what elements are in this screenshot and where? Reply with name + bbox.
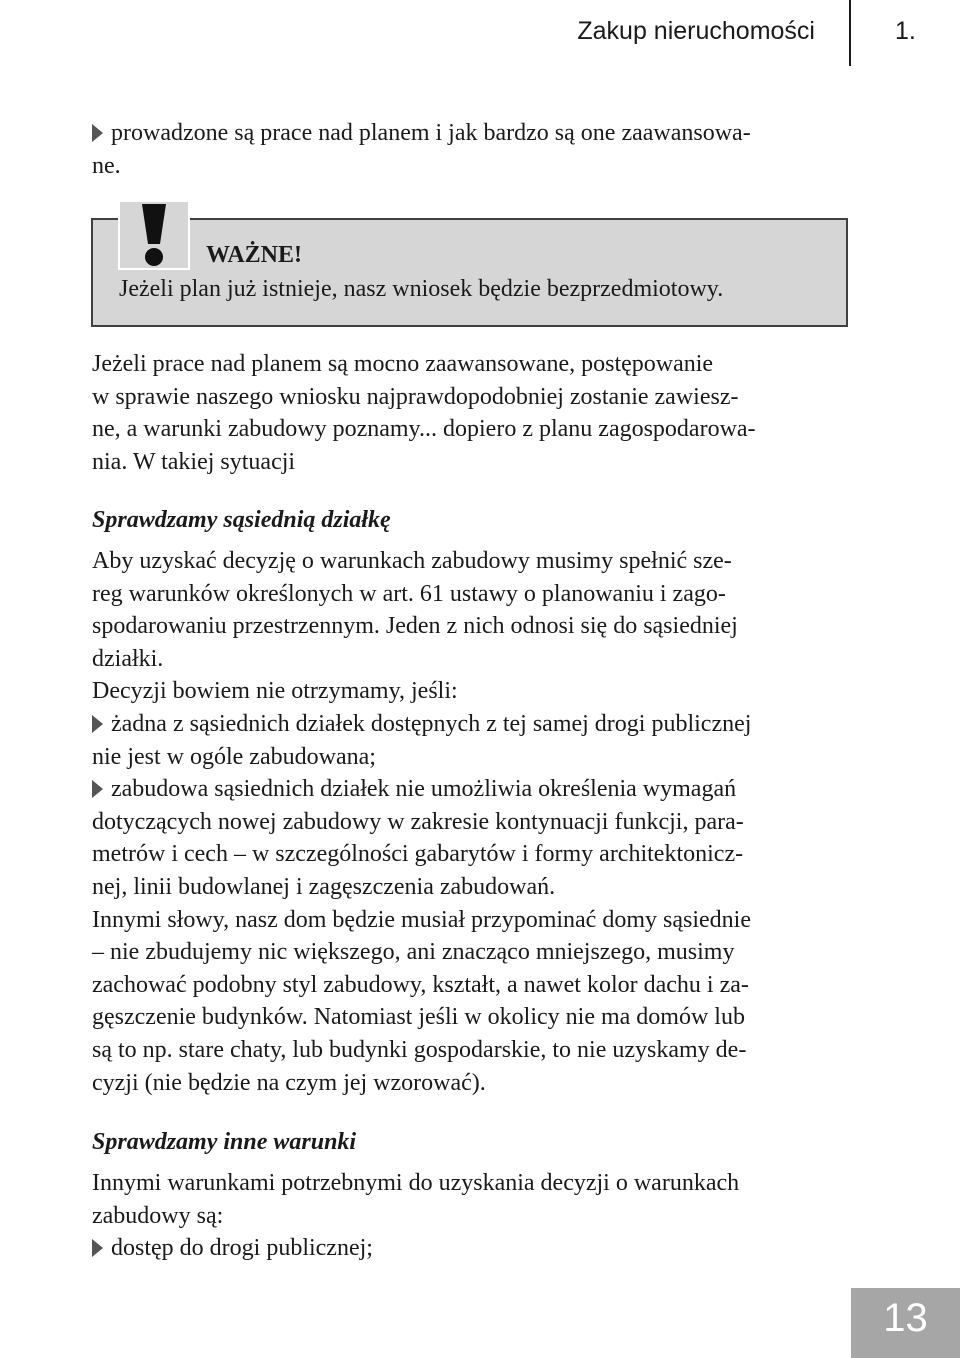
paragraph-plan-advanced: Jeżeli prace nad planem są mocno zaawansowane, postępowanie w sprawie naszego wniosku najprawdopodobniej zostanie zawiesz- ne, a warunki zabudowy poznamy... dopiero z planu zagospodarowa- nia. W takiej sytuacji — [92, 351, 756, 475]
list-item: zabudowa sąsiednich działek nie umożliwia określenia wymagań — [92, 773, 849, 806]
section-heading-neighbour-plot: Sprawdzamy sąsiednią działkę — [92, 507, 391, 533]
callout-text: Jeżeli plan już istnieje, nasz wniosek będzie bezprzedmiotowy. — [119, 276, 724, 302]
important-callout — [91, 218, 848, 327]
page-number-tab — [851, 1288, 960, 1358]
section-heading-other-conditions: Sprawdzamy inne warunki — [92, 1129, 357, 1155]
running-header-title: Zakup nieruchomości — [577, 17, 815, 45]
bullet-icon — [92, 124, 103, 142]
chapter-number: 1. — [895, 17, 916, 45]
bullet-icon — [92, 1239, 103, 1257]
page-number: 13 — [883, 1296, 928, 1340]
callout-label: WAŻNE! — [206, 242, 303, 268]
bullet-icon — [92, 780, 103, 798]
intro-bullet: prowadzone są prace nad planem i jak bardzo są one zaawansowa- ne. — [92, 120, 751, 179]
header-divider — [849, 0, 851, 66]
section-other-conditions-body: Innymi warunkami potrzebnymi do uzyskania decyzji o warunkach zabudowy są: dostęp do drogi publicznej; — [92, 1167, 849, 1265]
exclamation-icon — [118, 200, 190, 270]
list-item: dostęp do drogi publicznej; — [92, 1232, 849, 1265]
list-item: żadna z sąsiednich działek dostępnych z tej samej drogi publicznej — [92, 708, 849, 741]
section-neighbour-plot-body: Aby uzyskać decyzję o warunkach zabudowy musimy spełnić sze- reg warunków określonych w art. 61 ustawy o planowaniu i zago- spodarowaniu przestrzennym. Jeden z nich odnosi się do sąsiedniej działki. Decyzji bowiem nie otrzymamy, jeśli: żadna z sąsiednich działek dostępnych z tej samej drogi publicznej nie jest w ogóle zabudowana; zabudowa sąsiednich działek nie umożliwia określenia wymagań dotyczących nowej zabudowy w zakresie kontynuacji funkcji, para- metrów i cech – w szczególności gabarytów i formy architektonicz- nej, linii budowlanej i zagęszczenia zabudowań. Innymi słowy, nasz dom będzie musiał przypominać domy sąsiednie – nie zbudujemy nic większego, ani znacząco mniejszego, musimy zachować podobny styl zabudowy, kształt, a nawet kolor dachu i za- gęszczenie budynków. Natomiast jeśli w okolicy nie ma domów lub są to np. stare chaty, lub budynki gospodarskie, to nie uzyskamy de- cyzji (nie będzie na czym jej wzorować). — [92, 545, 849, 1099]
bullet-icon — [92, 715, 103, 733]
